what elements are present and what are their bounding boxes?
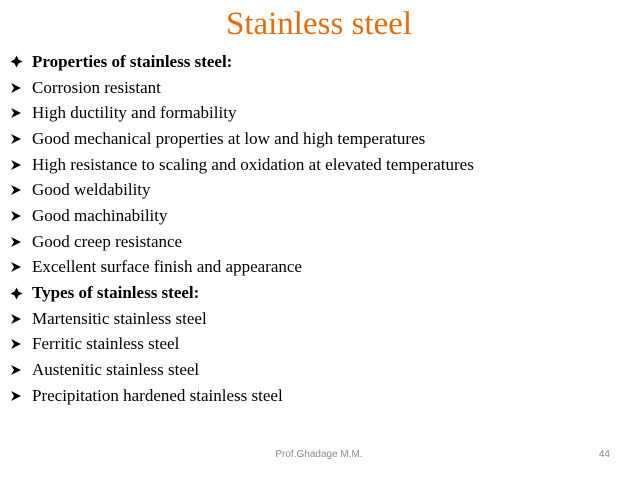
list-item-text: Good machinability	[32, 205, 168, 225]
diamond-bullet-icon	[10, 55, 32, 68]
arrowhead-bullet-icon	[10, 184, 32, 196]
list-item-text: Good creep resistance	[32, 231, 183, 251]
arrowhead-bullet-icon	[10, 313, 32, 325]
arrowhead-bullet-icon	[10, 364, 32, 376]
list-item-text: Excellent surface finish and appearance	[32, 257, 302, 277]
list-item	[10, 177, 630, 203]
list-heading-text: Properties of stainless steel:	[32, 51, 233, 71]
list-item-text: Corrosion resistant	[32, 77, 161, 97]
list-heading	[10, 280, 630, 306]
footer-author: Prof.Ghadage M.M.	[275, 449, 363, 460]
list-item	[10, 229, 630, 255]
list-heading	[10, 49, 630, 75]
slide-number: 44	[598, 449, 610, 460]
list-item	[10, 75, 630, 101]
list-item	[10, 126, 630, 152]
list-item-text: High resistance to scaling and oxidation at elevated temperatures	[32, 154, 474, 174]
arrowhead-bullet-icon	[10, 261, 32, 273]
list-item	[10, 152, 630, 178]
arrowhead-bullet-icon	[10, 236, 32, 248]
list-item-text: Good mechanical properties at low and high temperatures	[32, 128, 426, 148]
list-item	[10, 357, 630, 383]
list-heading-text: Types of stainless steel:	[32, 283, 200, 303]
list-item-text: Martensitic stainless steel	[32, 308, 207, 328]
list-item-text: Precipitation hardened stainless steel	[32, 385, 283, 405]
list-item-text: Good weldability	[32, 180, 151, 200]
bullet-list	[10, 49, 630, 409]
diamond-bullet-icon	[10, 287, 32, 300]
list-item	[10, 383, 630, 409]
list-item	[10, 255, 630, 281]
arrowhead-bullet-icon	[10, 159, 32, 171]
slide-title: Stainless steel	[225, 6, 413, 42]
arrowhead-bullet-icon	[10, 133, 32, 145]
list-item	[10, 332, 630, 358]
list-item	[10, 100, 630, 126]
list-item	[10, 306, 630, 332]
arrowhead-bullet-icon	[10, 107, 32, 119]
list-item-text: Ferritic stainless steel	[32, 334, 180, 354]
arrowhead-bullet-icon	[10, 390, 32, 402]
arrowhead-bullet-icon	[10, 338, 32, 350]
list-item-text: Austenitic stainless steel	[32, 360, 200, 380]
arrowhead-bullet-icon	[10, 82, 32, 94]
list-item-text: High ductility and formability	[32, 103, 237, 123]
arrowhead-bullet-icon	[10, 210, 32, 222]
list-item	[10, 203, 630, 229]
